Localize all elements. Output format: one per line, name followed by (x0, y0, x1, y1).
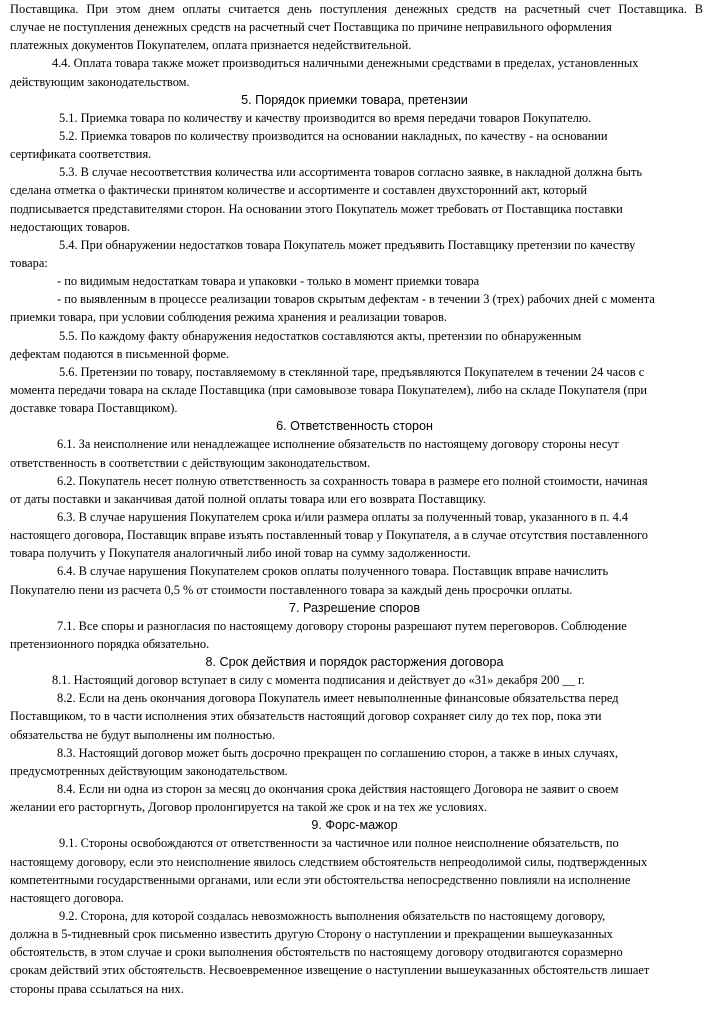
document-text-line: момента передачи товара на складе Поставщика (при самовывозе товара Покупателем), либо на складе Покупателя (при (10, 382, 647, 397)
section-heading: 5. Порядок приемки товара, претензии (241, 92, 468, 107)
document-text-line: подписывается представителями сторон. На основании этого Покупатель может требовать от Поставщика поставки (10, 201, 623, 216)
document-text-line: настоящего договора, Поставщик вправе изъять поставленный товар у Покупателя, а в случае отсутствия поставленного (10, 528, 648, 543)
document-text-line: 8.4. Если ни одна из сторон за месяц до окончания срока действия настоящего Договора не заявит о своем (57, 782, 619, 797)
document-text-line: 5.5. По каждому факту обнаружения недостатков составляются акты, претензии по обнаруженным (59, 328, 582, 343)
document-text-line: товара: (10, 255, 48, 270)
document-text-line: 5.2. Приемка товаров по количеству производится на основании накладных, по качеству - на основании (59, 128, 608, 143)
document-text-line: компетентными государственными органами, или если эти обстоятельства непосредственно повлияли на исполнение (10, 872, 631, 887)
document-text-line: 6.1. За неисполнение или ненадлежащее исполнение обязательств по настоящему договору стороны несут (57, 437, 619, 452)
document-text-line: 9.1. Стороны освобождаются от ответственности за частичное или полное неисполнение обязательств, по (59, 836, 619, 851)
document-text-line: 8.2. Если на день окончания договора Покупатель имеет невыполненные финансовые обязательства перед (57, 691, 619, 706)
document-text-line: Покупателю пени из расчета 0,5 % от стоимости поставленного товара за каждый день просрочки оплаты. (10, 582, 573, 597)
document-text-line: случае не поступления денежных средств на расчетный счет Поставщика по причине неправильного оформления (10, 20, 612, 35)
document-text-line: 6.2. Покупатель несет полную ответственность за сохранность товара в размере его полной стоимости, начиная (57, 473, 648, 488)
document-text-line: 8.1. Настоящий договор вступает в силу с момента подписания и действует до «31» декабря 200 __ г. (52, 673, 585, 688)
document-text-line: 4.4. Оплата товара также может производиться наличными денежными средствами в пределах, установленных (52, 56, 639, 71)
document-text-line: должна в 5-тидневный срок письменно известить другую Сторону о наступлении и прекращении вышеуказанных (10, 927, 613, 942)
document-text-line: претензионного порядка обязательно. (10, 636, 210, 651)
document-text-line: доставке товара Поставщиком). (10, 401, 178, 416)
document-text-line: 5.3. В случае несоответствия количества или ассортимента товаров согласно заявке, в накладной должна быть (59, 165, 643, 180)
document-text-line: ответственность в соответствии с действующим законодательством. (10, 455, 371, 470)
section-heading: 9. Форс-мажор (311, 818, 398, 833)
document-text-line: срокам действий этих обстоятельств. Несвоевременное извещение о наступлении вышеуказанных обстоятельств лишает (10, 963, 650, 978)
document-text-line: желании его расторгнуть, Договор пролонгируется на такой же срок и на тех же условиях. (10, 800, 488, 815)
document-text-line: платежных документов Покупателем, оплата признается недействительной. (10, 38, 412, 53)
document-text-line: сделана отметка о фактически принятом количестве и ассортименте и составлен двухсторонний акт, который (10, 183, 588, 198)
section-heading: 6. Ответственность сторон (276, 419, 433, 434)
section-heading: 7. Разрешение споров (288, 600, 421, 615)
section-heading: 8. Срок действия и порядок расторжения договора (205, 655, 504, 670)
document-text-line: - по выявленным в процессе реализации товаров скрытым дефектам - в течении 3 (трех) рабочих дней с момента (57, 292, 655, 307)
document-text-line: Поставщиком, то в части исполнения этих обязательств настоящий договор сохраняет силу до тех пор, пока эти (10, 709, 602, 724)
document-text-line: 5.1. Приемка товара по количеству и качеству производится во время передачи товаров Покупателю. (59, 110, 592, 125)
document-text-line: 7.1. Все споры и разногласия по настоящему договору стороны разрешают путем переговоров. Соблюдение (57, 618, 627, 633)
document-text-line: 5.6. Претензии по товару, поставляемому в стеклянной таре, предъявляются Покупателем в течении 24 часов с (59, 364, 645, 379)
document-text-line: обстоятельств, в этом случае и сроки выполнения обстоятельств по настоящему договору отодвигаются соразмерно (10, 945, 623, 960)
document-text-line: настоящему договору, если это неисполнение явилось следствием обстоятельств непреодолимой силы, подтвержденных (10, 854, 648, 869)
document-text-line: от даты поставки и заканчивая датой полной оплаты товара или его возврата Поставщику. (10, 491, 486, 506)
document-text-line: стороны права ссылаться на них. (10, 981, 184, 996)
document-text-line: 6.4. В случае нарушения Покупателем сроков оплаты полученного товара. Поставщик вправе начислить (57, 564, 609, 579)
document-text-line: 8.3. Настоящий договор может быть досрочно прекращен по соглашению сторон, а также в иных случаях, (57, 745, 619, 760)
document-text-line: обязательства не будут выполнены им полностью. (10, 727, 276, 742)
document-text-line: Поставщика. При этом днем оплаты считается день поступления денежных средств на расчетный счет Поставщика. В (10, 2, 703, 16)
document-text-line: недостающих товаров. (10, 219, 131, 234)
document-text-line: действующим законодательством. (10, 74, 190, 89)
document-text-line: 9.2. Сторона, для которой создалась невозможность выполнения обязательств по настоящему договору, (59, 909, 606, 924)
document-text-line: дефектам подаются в письменной форме. (10, 346, 230, 361)
document-text-line: - по видимым недостаткам товара и упаковки - только в момент приемки товара (57, 274, 480, 289)
document-text-line: приемки товара, при условии соблюдения режима хранения и реализации товаров. (10, 310, 447, 325)
document-text-line: 6.3. В случае нарушения Покупателем срока и/или размера оплаты за полученный товар, указанного в п. 4.4 (57, 509, 629, 524)
document-text-line: 5.4. При обнаружении недостатков товара Покупатель может предъявить Поставщику претензии по качеству (59, 237, 636, 252)
document-text-line: товара получить у Покупателя аналогичный либо иной товар на сумму задолженности. (10, 546, 471, 561)
document-text-line: сертификата соответствия. (10, 147, 152, 162)
document-text-line: настоящего договора. (10, 890, 124, 905)
document-text-line: предусмотренных действующим законодательством. (10, 763, 288, 778)
